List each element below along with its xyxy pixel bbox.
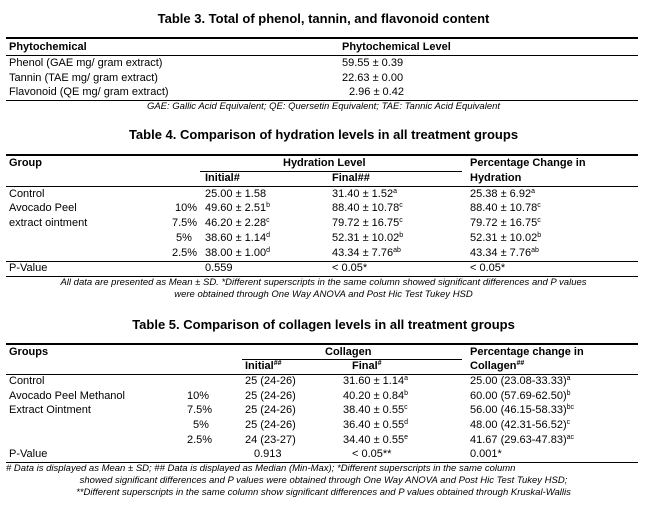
table5-header-final: Final#: [352, 360, 382, 372]
table4-conc: 2.5%: [172, 247, 198, 259]
table4-pct: 43.34 ± 7.76$^{ab}$: [470, 247, 539, 259]
table4-header-percentage: Percentage Change in: [470, 157, 586, 169]
table5-final: 40.20 ± 0.84$^b$: [343, 390, 408, 402]
table5-pct: 41.67 $(29.63-47.83)^{ac}$: [470, 434, 575, 446]
table5-final: 31.60 ± 1.14$^a$: [343, 375, 408, 387]
table3-top-rule: [6, 37, 638, 39]
table5-initial: 24 (23-27): [245, 434, 296, 446]
table3-title: Table 3. Total of phenol, tannin, and flavonoid content: [157, 11, 490, 26]
table3-note: GAE: Gallic Acid Equivalent; QE: Quersetin Equivalent; TAE: Tannic Acid Equivalent: [146, 101, 501, 112]
table5-top-rule: [6, 343, 638, 345]
table4-pct: 52.31 ± 10.02$^b$: [470, 232, 542, 244]
table3-row-value: 2.96 ± 0.42: [349, 86, 404, 98]
table4-conc: 10%: [175, 202, 198, 214]
table4-group: extract ointment: [9, 217, 88, 229]
table4-header-final: Final##: [332, 172, 370, 184]
table5-initial: 25 (24-26): [245, 390, 296, 402]
table3-header-rule: [6, 55, 638, 56]
table5-pct: 56.00 $(46.15-58.33)^{bc}$: [470, 404, 575, 416]
table5-header-percentage: Percentage change in: [470, 346, 584, 358]
table4-header-group: Group: [9, 157, 42, 169]
table4-initial: 38.60 ± 1.14$^d$: [205, 232, 270, 244]
table5-pvalue-pct: 0.001*: [470, 448, 502, 460]
table4-final: 31.40 ± 1.52$^a$: [332, 188, 397, 200]
table5-pct: 25.00 $(23.08-33.33)^a$: [470, 375, 571, 387]
table5-pvalue-label: P-Value: [9, 448, 48, 460]
table4-header-hydration: Hydration Level: [283, 157, 366, 169]
table5-pct: 48.00 $(42.31-56.52)^c$: [470, 419, 571, 431]
table4-pvalue-rule: [6, 261, 638, 262]
table4-header-rule: [6, 186, 638, 187]
table4-group: Avocado Peel: [9, 202, 77, 214]
table5-note-line1: # Data is displayed as Mean ± SD; ## Data is displayed as Median (Min-Max); *Different superscripts in the same column: [6, 463, 516, 474]
table4-title: Table 4. Comparison of hydration levels in all treatment groups: [128, 127, 519, 142]
table4-pct: 79.72 ± 16.75$^c$: [470, 217, 541, 229]
table3-row-value: 59.55 ± 0.39: [342, 57, 404, 69]
table5-header-percentage-2: Collagen##: [470, 360, 525, 372]
table4-pvalue-label: P-Value: [9, 262, 48, 274]
table5-conc: 7.5%: [187, 404, 213, 416]
table3-row-name: Tannin (TAE mg/ gram extract): [9, 72, 158, 84]
table4-pvalue-final: < 0.05*: [332, 262, 368, 274]
table3-row-name: Flavonoid (QE mg/ gram extract): [9, 86, 169, 98]
table4-note-line1: All data are presented as Mean ± SD. *Different superscripts in the same column showed significant differences and P values: [60, 277, 587, 288]
table4-final: 88.40 ± 10.78$^c$: [332, 202, 403, 214]
table5-initial: 25 (24-26): [245, 375, 296, 387]
table4-final: 79.72 ± 16.75$^c$: [332, 217, 403, 229]
table5-final: 36.40 ± 0.55$^d$: [343, 419, 408, 431]
table5-pvalue-final: < 0.05**: [352, 448, 392, 460]
table5-note-line2: showed significant differences and P values were obtained through One Way ANOVA and Post Hic Test Tukey HSD;: [79, 475, 568, 486]
table3-header-level: Phytochemical Level: [342, 41, 451, 53]
table5-header-initial: Initial##: [245, 360, 282, 372]
table4-header-percentage-2: Hydration: [470, 172, 522, 184]
table5-group: Control: [9, 375, 45, 387]
table5-final: 34.40 ± 0.55$^e$: [343, 434, 408, 446]
table4-pct: 88.40 ± 10.78$^c$: [470, 202, 541, 214]
table4-conc: 5%: [176, 232, 192, 244]
table4-pvalue-initial: 0.559: [205, 262, 233, 274]
table5-pvalue-initial: 0.913: [254, 448, 282, 460]
table4-header-initial: Initial#: [205, 172, 240, 184]
table4-pct: 25.38 ± 6.92$^a$: [470, 188, 535, 200]
table5-title: Table 5. Comparison of collagen levels in all treatment groups: [132, 317, 515, 332]
table4-initial: 25.00 ± 1.58: [205, 188, 267, 200]
table5-initial: 25 (24-26): [245, 419, 296, 431]
table5-group: Avocado Peel Methanol: [9, 390, 125, 402]
table4-initial: 38.00 ± 1.00$^d$: [205, 247, 270, 259]
table5-pct: 60.00 $(57.69-62.50)^b$: [470, 390, 571, 402]
table5-conc: 5%: [193, 419, 209, 431]
table4-final: 43.34 ± 7.76$^{ab}$: [332, 247, 401, 259]
table5-initial: 25 (24-26): [245, 404, 296, 416]
table5-conc: 2.5%: [187, 434, 213, 446]
table5-header-groups: Groups: [9, 346, 49, 358]
table4-final: 52.31 ± 10.02$^b$: [332, 232, 404, 244]
table5-note-line3: **Different superscripts in the same column show significant differences and P values obtained through Kruskal-Wallis: [76, 487, 571, 498]
table4-note-line2: were obtained through One Way ANOVA and Post Hic Test Tukey HSD: [174, 289, 473, 300]
table5-conc: 10%: [187, 390, 210, 402]
table3-header-phytochemical: Phytochemical: [9, 41, 87, 53]
table3-row-name: Phenol (GAE mg/ gram extract): [9, 57, 163, 69]
table5-final: 38.40 ± 0.55$^c$: [343, 404, 408, 416]
table5-group: Extract Ointment: [9, 404, 91, 416]
table4-initial: 46.20 ± 2.28$^c$: [205, 217, 270, 229]
table4-group: Control: [9, 188, 45, 200]
table4-conc: 7.5%: [172, 217, 198, 229]
table4-initial: 49.60 ± 2.51$^b$: [205, 202, 270, 214]
table4-pvalue-pct: < 0.05*: [470, 262, 506, 274]
table3-row-value: 22.63 ± 0.00: [342, 72, 404, 84]
table4-top-rule: [6, 154, 638, 156]
table5-header-collagen: Collagen: [325, 346, 372, 358]
